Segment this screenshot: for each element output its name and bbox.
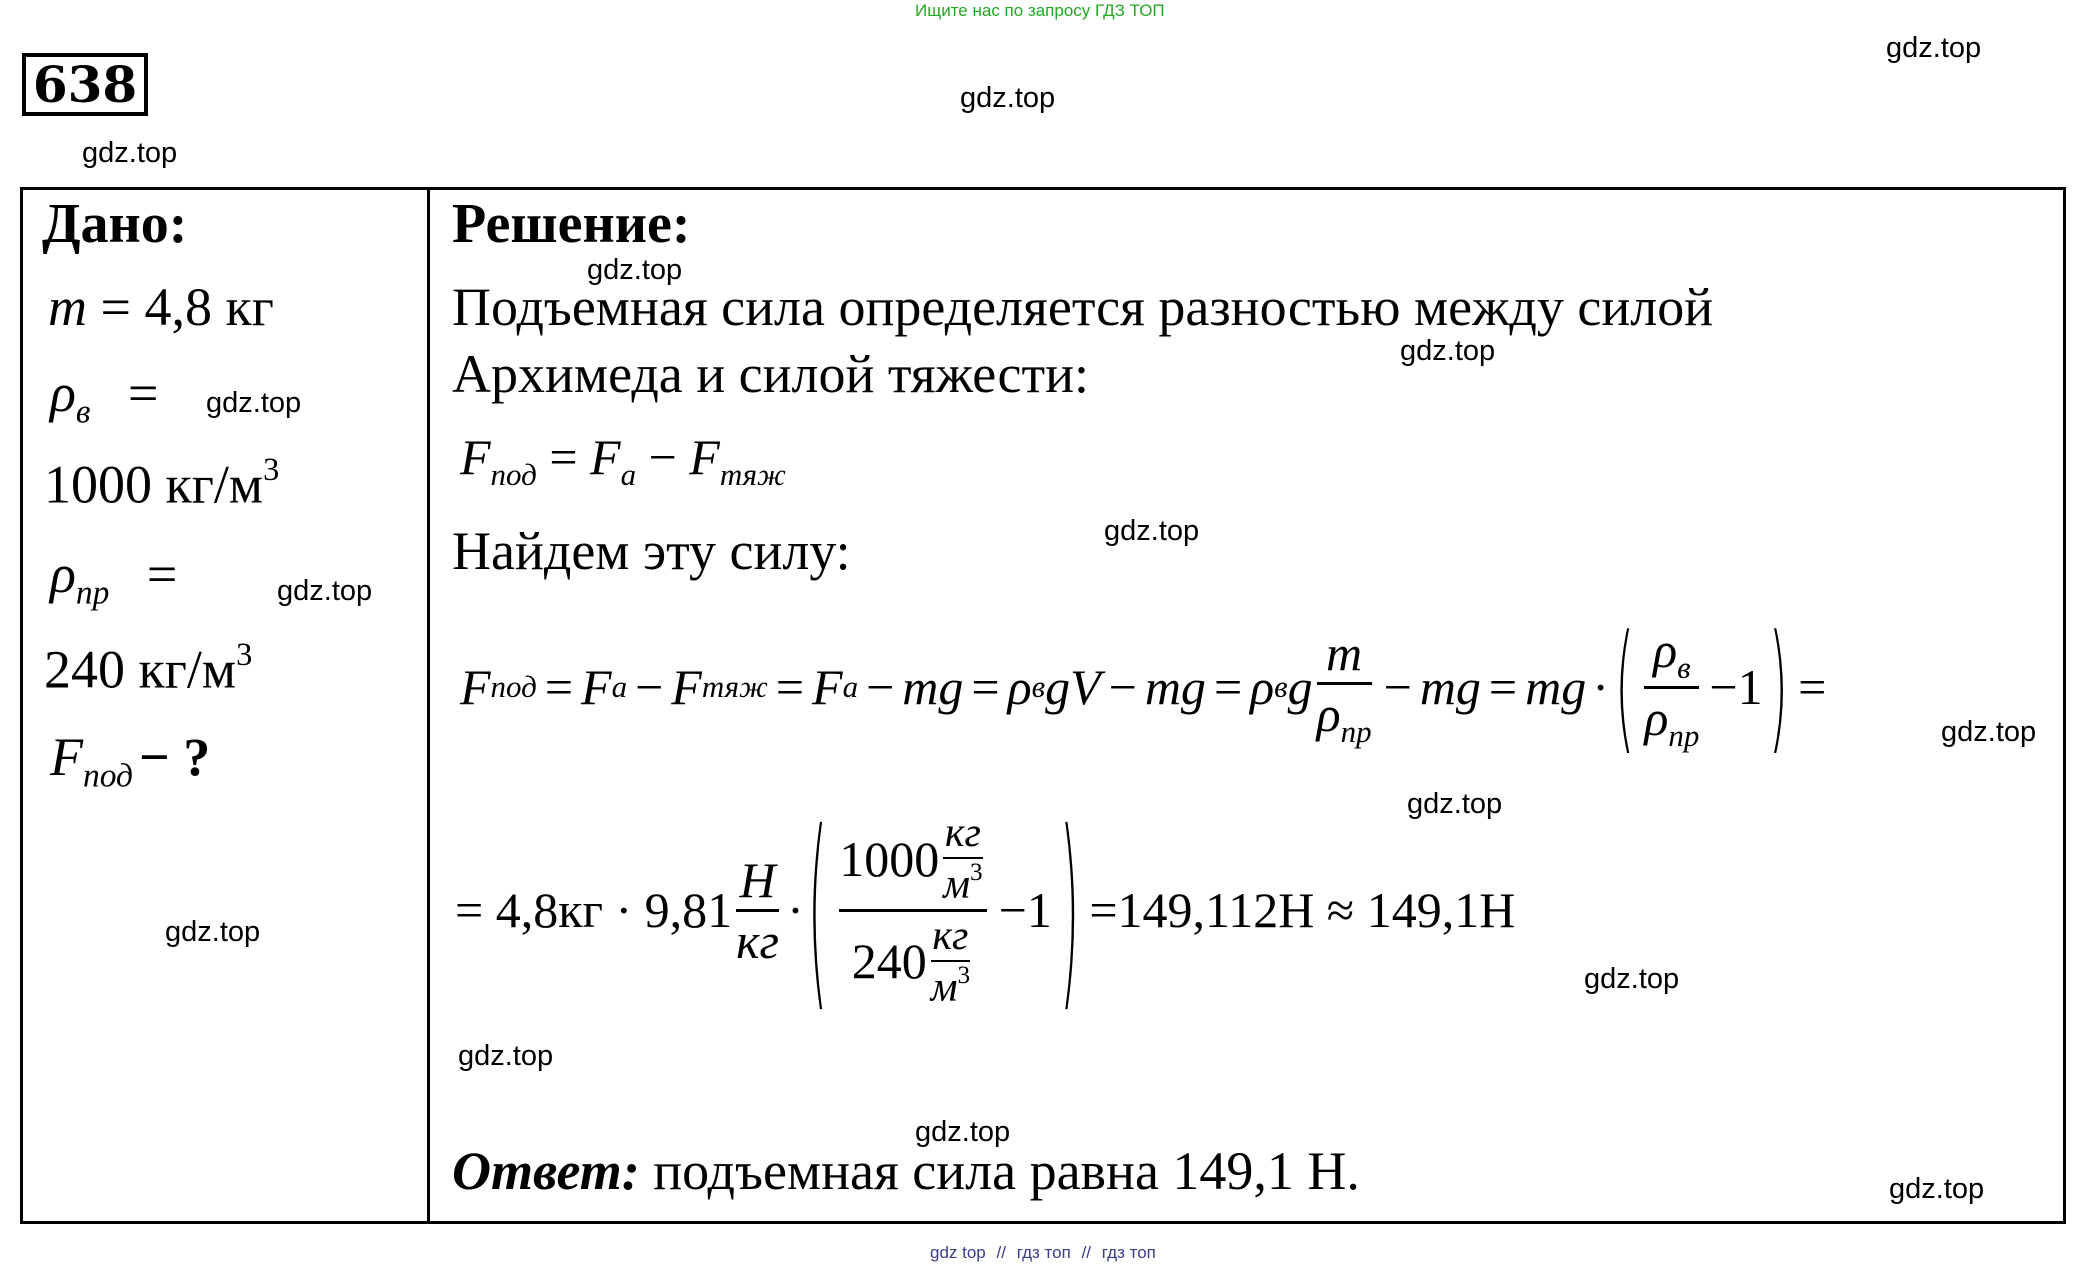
minus: − (1108, 659, 1137, 715)
unit-kg: кг (944, 809, 981, 856)
given-mass (48, 276, 274, 338)
sub-pr: пр (1668, 717, 1700, 753)
rho-symbol: ρ (1250, 659, 1275, 715)
mg: mg (1144, 659, 1206, 715)
minus: − (866, 659, 895, 715)
fraction-m-over-rho (1317, 624, 1372, 750)
rho-foam-value: 240 кг/м (44, 639, 237, 700)
solution-text-line1: Подъемная сила определяется разностью между силой (452, 277, 1714, 337)
sub-a: а (842, 669, 859, 704)
minus: − (635, 659, 664, 715)
watermark: gdz.top (1941, 716, 2037, 748)
g: g (1287, 659, 1313, 715)
rho-sub: в (75, 393, 91, 431)
fraction-rho-ratio (1644, 621, 1699, 754)
dot: · (787, 882, 804, 938)
rho-sub: пр (75, 574, 110, 612)
watermark: gdz.top (1886, 32, 1982, 64)
unit-kg: кг (736, 912, 780, 969)
equals: = (1798, 659, 1827, 715)
f-symbol: F (812, 659, 843, 715)
watermark: gdz.top (1400, 335, 1496, 367)
unit-fraction (931, 912, 970, 1012)
minus: − (1709, 659, 1738, 715)
formula-result: =149,112Н ≈ 149,1Н (1089, 882, 1516, 938)
given-title: Дано: (42, 193, 188, 255)
parenthesis-group-numeric: ( 1000 $\frac{кг}{м^3}$ 240 $\frac{кг}{м^3}$ −1 ) (807, 788, 1080, 1032)
rho-water-value: 1000 кг/м (44, 454, 264, 515)
given-rho-water-value (44, 452, 279, 516)
equals: = (971, 659, 1000, 715)
given-rho-foam-value (44, 637, 252, 701)
solution-title: Решение: (452, 193, 691, 255)
footer-link[interactable]: гдз топ (1101, 1243, 1156, 1262)
force-sub: под (83, 757, 133, 795)
sub-a: а (620, 456, 637, 492)
mass-value: = 4,8 кг (100, 277, 274, 337)
exponent: 3 (236, 637, 253, 673)
watermark: gdz.top (277, 575, 373, 607)
parenthesis-group: ( $\frac{\rho_в}{\rho_{пр}}$ − 1 ) (1614, 605, 1789, 769)
solution-text-line2: Архимеда и силой тяжести: (452, 344, 1089, 404)
footer-separator: // (996, 1243, 1006, 1262)
gv: gV (1045, 659, 1101, 715)
find-question: − ? (138, 727, 211, 787)
task-number: 638 (22, 53, 148, 116)
answer-line (452, 1140, 1360, 1202)
equals: = (544, 659, 574, 715)
sub-v: в (1677, 649, 1691, 685)
minus-one: −1 (998, 882, 1052, 938)
watermark: gdz.top (960, 82, 1056, 114)
one: 1 (1737, 659, 1763, 715)
equals: = (775, 659, 805, 715)
minus: − (648, 429, 677, 485)
unit-kg: кг (932, 912, 969, 959)
given-rho-water (50, 362, 158, 432)
unit-n: Н (739, 851, 776, 908)
sub-a: а (611, 669, 628, 704)
f-symbol: F (581, 659, 612, 715)
sub-pod: под (490, 669, 537, 704)
watermark: gdz.top (458, 1040, 554, 1072)
m: m (1326, 625, 1363, 682)
sub-pr: пр (1340, 713, 1372, 749)
exponent: 3 (957, 961, 971, 989)
watermark: gdz.top (1104, 515, 1200, 547)
unit-m: м (930, 964, 958, 1011)
watermark: gdz.top (587, 254, 683, 286)
column-divider (427, 187, 430, 1224)
sub-v: в (1031, 669, 1046, 704)
watermark: gdz.top (165, 916, 261, 948)
equals: = (146, 544, 178, 604)
force-symbol: F (50, 727, 83, 787)
rho-symbol: ρ (1653, 621, 1678, 678)
minus: − (1383, 659, 1412, 715)
mg: mg (902, 659, 964, 715)
watermark: gdz.top (1889, 1173, 1985, 1205)
dot: · (1592, 659, 1609, 715)
rho-symbol: ρ (1316, 686, 1341, 743)
watermark: gdz.top (1407, 788, 1503, 820)
f-symbol: F (689, 429, 720, 485)
equals: = (1488, 659, 1518, 715)
rho-symbol: ρ (50, 544, 76, 604)
rho-symbol: ρ (1644, 689, 1669, 746)
fraction-density-ratio (839, 809, 986, 1011)
sub-tyazh: тяж (701, 669, 768, 704)
rho-symbol: ρ (50, 363, 76, 423)
footer-link[interactable]: гдз топ (1016, 1243, 1071, 1262)
exponent: 3 (970, 858, 983, 886)
f-symbol: F (590, 429, 621, 485)
given-rho-foam (50, 543, 177, 613)
top-search-link[interactable]: Ищите нас по запросу ГДЗ ТОП (915, 1, 1165, 20)
f-symbol: F (671, 659, 702, 715)
equals: = (127, 363, 159, 423)
watermark: gdz.top (1584, 963, 1680, 995)
unit-fraction (943, 809, 982, 909)
answer-label: Ответ: (452, 1141, 640, 1201)
formula-derivation (460, 605, 1827, 769)
f-symbol: F (460, 659, 491, 715)
sub-v: в (1274, 669, 1288, 704)
watermark: gdz.top (915, 1116, 1011, 1148)
footer-separator: // (1081, 1243, 1092, 1262)
watermark: gdz.top (206, 387, 302, 419)
answer-text: подъемная сила равна 149,1 Н. (639, 1141, 1360, 1201)
equals: = (1213, 659, 1243, 715)
mg: mg (1525, 659, 1587, 715)
den-value: 240 (851, 933, 927, 990)
equals: = (549, 429, 578, 485)
fraction-n-per-kg (736, 851, 779, 970)
formula-lift-force (460, 428, 786, 493)
formula-lead: = 4,8кг · 9,81 (455, 882, 733, 938)
sub-pod: под (490, 456, 537, 492)
mg: mg (1419, 659, 1481, 715)
sub-tyazh: тяж (719, 456, 786, 492)
rho-symbol: ρ (1007, 659, 1032, 715)
unit-m: м (943, 861, 971, 908)
exponent: 3 (263, 452, 280, 488)
formula-numeric (455, 790, 1515, 1030)
given-find (50, 726, 210, 796)
solution-text-line3: Найдем эту силу: (452, 521, 851, 581)
footer-links (930, 1243, 1156, 1263)
f-symbol: F (460, 429, 491, 485)
mass-symbol: m (48, 277, 87, 337)
watermark: gdz.top (82, 137, 178, 169)
num-value: 1000 (839, 830, 940, 887)
footer-link[interactable]: gdz top (930, 1243, 986, 1262)
